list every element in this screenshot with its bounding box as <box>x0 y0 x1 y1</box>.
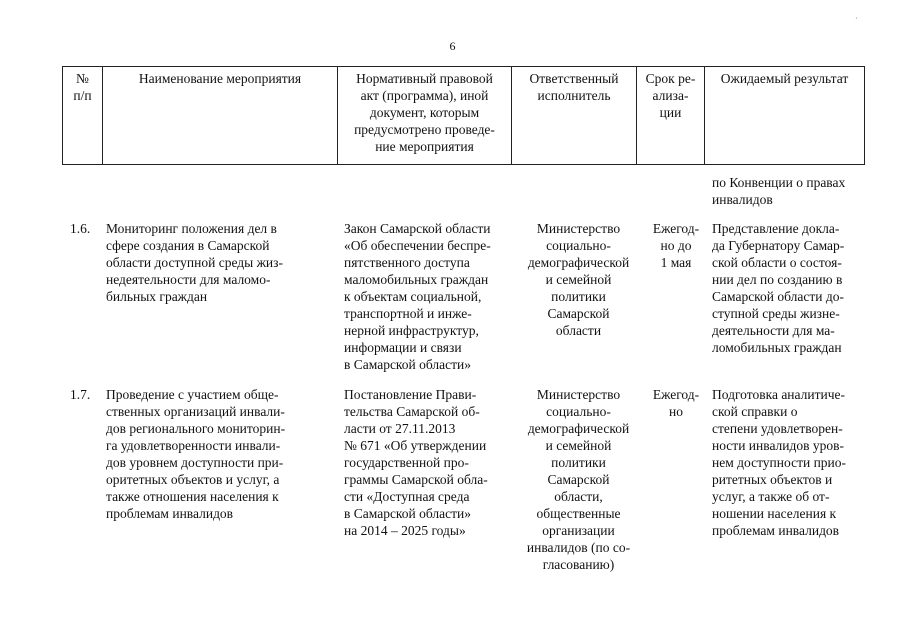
header-name: Наименование мероприятия <box>103 67 338 165</box>
stray-mark: · <box>855 14 858 23</box>
continuation-text: по Конвенции о правах инвалидов <box>712 175 846 207</box>
header-term: Срок ре- ализа- ции <box>637 67 705 165</box>
row-num: 1.6. <box>70 221 91 236</box>
row-name: Проведение с участием обще- ственных организаций инвали- дов регионального мониторин- га удовлетворенности инвали- дов уровнем доступности при- оритетных объектов и услуг, а также отношения населения к проблемам инвалидов <box>106 387 286 521</box>
row-name: Мониторинг положения дел в сфере создания в Самарской области доступной среды жиз- недеятельности для маломо- бильных граждан <box>106 221 283 304</box>
row-result: Представление докла- да Губернатору Самар- ской области о состоя- нии дел по созданию в Самарской области до- ступной среды жизне- деятельности для ма- ломобильных граждан <box>712 221 845 355</box>
row-executor: Министерство социально- демографической и семейной политики Самарской области <box>527 221 630 338</box>
table-header <box>62 66 865 165</box>
header-act: Нормативный правовой акт (программа), иной документ, которым предусмотрено проведе- ние мероприятия <box>338 67 512 165</box>
row-num: 1.7. <box>70 387 91 402</box>
row-result: Подготовка аналитиче- ской справки о степени удовлетворен- ности инвалидов уров- нем доступности прио- ритетных объектов и услуг, а также об от- ношении населения к проблемам инвалидов <box>712 387 847 538</box>
header-num: № п/п <box>63 67 103 165</box>
row-executor: Министерство социально- демографической и семейной политики Самарской области, общественные организации инвалидов (по со- гласованию) <box>526 387 631 572</box>
row-term: Ежегод- но до 1 мая <box>652 221 700 270</box>
header-executor: Ответственный исполнитель <box>512 67 637 165</box>
row-act: Постановление Прави- тельства Самарской об- ласти от 27.11.2013 № 671 «Об утверждении государственной про- граммы Самарской обла- сти «Доступная среда в Самарской области» на 2014 – 2025 годы» <box>344 387 488 538</box>
row-term: Ежегод- но <box>652 387 700 419</box>
header-result: Ожидаемый результат <box>705 67 865 165</box>
row-act: Закон Самарской области «Об обеспечении беспре- пятственного доступа маломобильных граждан к объектам социальной, транспортной и инже- нерной инфраструктур, информации и связи в Самарской области» <box>344 221 491 372</box>
page-number: 6 <box>449 39 456 53</box>
header-row <box>63 67 865 165</box>
